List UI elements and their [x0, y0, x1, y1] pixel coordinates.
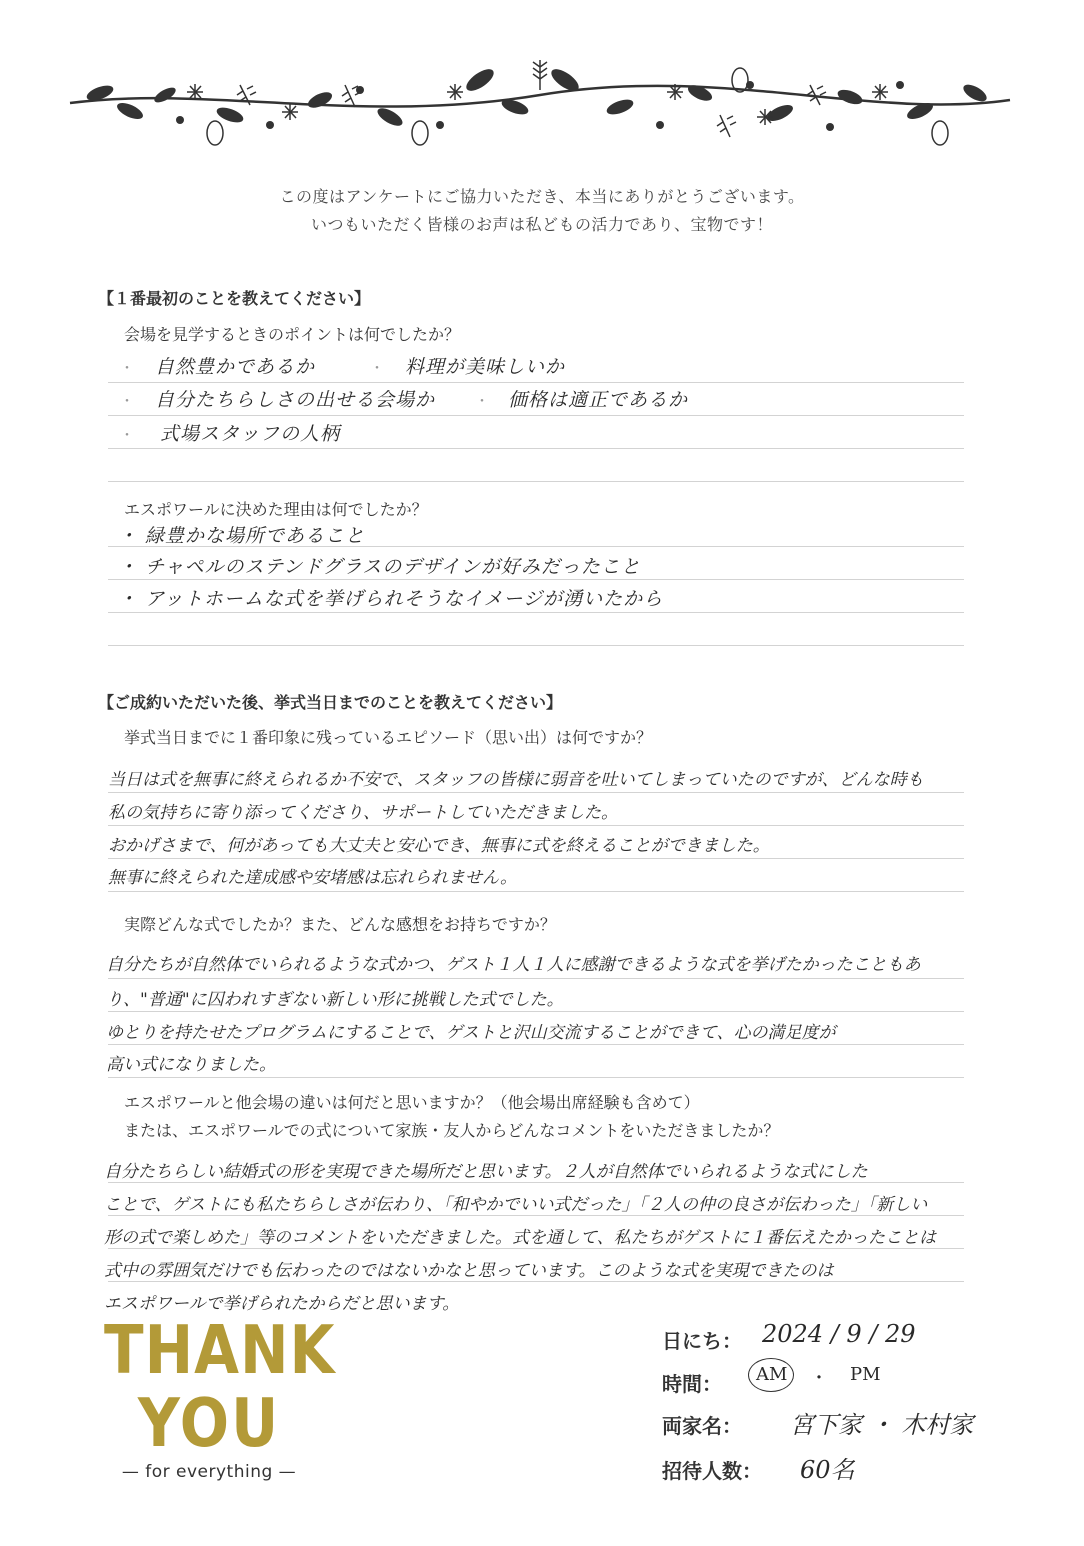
handwritten-answer: おかげさまで、何があっても大丈夫と安心でき、無事に式を終えることができました。: [108, 836, 770, 856]
family-names-value: 宮下家 ・ 木村家: [790, 1411, 974, 1439]
time-am: AM: [756, 1364, 788, 1385]
family-names-label: 両家名：: [662, 1414, 742, 1438]
handwritten-answer: 自然豊かであるか: [155, 356, 316, 378]
section-2-title: 【ご成約いただいた後、挙式当日までのことを教えてください】: [98, 693, 563, 712]
handwritten-answer: 高い式になりました。: [106, 1055, 276, 1075]
handwritten-answer: ことで、ゲストにも私たちらしさが伝わり、「和やかでいい式だった」「２人の仲の良さが伝わった」「新しい: [104, 1195, 928, 1215]
handwritten-answer: 式中の雰囲気だけでも伝わったのではないかなと思っています。このような式を実現できたのは: [104, 1261, 834, 1281]
answer-rule: [108, 1011, 964, 1012]
section-2-question-3-alt: または、エスポワールでの式について家族・友人からどんなコメントをいただきましたか？: [124, 1121, 780, 1140]
answer-rule: [108, 1044, 964, 1045]
answer-rule: [108, 1182, 964, 1183]
time-label: 時間：: [662, 1372, 722, 1396]
answer-rule: [108, 1281, 964, 1282]
handwritten-answer: 自分たちらしい結婚式の形を実現できた場所だと思います。２人が自然体でいられるような式にした: [104, 1162, 868, 1182]
you-word: YOU: [137, 1383, 281, 1463]
answer-rule: [108, 1077, 964, 1078]
section-2-question-2: 実際どんな式でしたか？また、どんな感想をお持ちですか？: [124, 915, 556, 934]
date-value: 2024 / 9 / 29: [762, 1320, 916, 1348]
thank-word: THANK: [104, 1310, 336, 1390]
bullet: ・: [120, 428, 134, 444]
handwritten-answer: 私の気持ちに寄り添ってくださり、サポートしていただきました。: [108, 803, 618, 823]
answer-rule: [108, 382, 964, 383]
date-label: 日にち：: [662, 1329, 742, 1353]
answer-rule: [108, 978, 964, 979]
thank-you-logo: [104, 1310, 336, 1482]
handwritten-answer: 当日は式を無事に終えられるか不安で、スタッフの皆様に弱音を吐いてしまっていたのですが、どんな時も: [108, 770, 924, 790]
handwritten-answer: 無事に終えられた達成感や安堵感は忘れられません。: [108, 868, 518, 888]
handwritten-answer: 料理が美味しいか: [405, 356, 566, 378]
handwritten-answer: 自分たちらしさの出せる会場か: [155, 389, 436, 411]
handwritten-answer: ・ アットホームな式を挙げられそうなイメージが湧いたから: [118, 588, 664, 610]
answer-rule: [108, 481, 964, 482]
intro-line-1: この度はアンケートにご協力いただき、本当にありがとうございます。: [279, 187, 805, 206]
answer-rule: [108, 858, 964, 859]
handwritten-answer: 式場スタッフの人柄: [160, 423, 341, 445]
bullet: ・: [370, 361, 384, 377]
handwritten-answer: ・ チャペルのステンドグラスのデザインが好みだったこと: [118, 556, 641, 578]
handwritten-answer: ゆとりを持たせたプログラムにすることで、ゲストと沢山交流することができて、心の満足度が: [106, 1023, 836, 1043]
handwritten-answer: 形の式で楽しめた」等のコメントをいただきました。式を通して、私たちがゲストに１番伝えたかったことは: [104, 1228, 936, 1248]
handwritten-answer: り、"普通"に囚われすぎない新しい形に挑戦した式でした。: [106, 990, 564, 1010]
answer-rule: [108, 579, 964, 580]
answer-rule: [108, 792, 964, 793]
intro-line-2: いつもいただく皆様のお声は私どもの活力であり、宝物です！: [310, 215, 773, 234]
handwritten-answer: 自分たちが自然体でいられるような式かつ、ゲスト１人１人に感謝できるような式を挙げたかったこともあ: [106, 955, 921, 975]
bullet: ・: [120, 394, 134, 410]
answer-rule: [108, 415, 964, 416]
time-separator: ・: [810, 1368, 828, 1389]
bullet: ・: [120, 361, 134, 377]
botanical-wreath-illustration: [60, 45, 1020, 160]
answer-rule: [108, 448, 964, 449]
handwritten-answer: 価格は適正であるか: [508, 389, 689, 411]
handwritten-answer: エスポワールで挙げられたからだと思います。: [104, 1294, 460, 1314]
handwritten-answer: ・ 緑豊かな場所であること: [118, 525, 366, 547]
answer-rule: [108, 891, 964, 892]
section-1-question-2: エスポワールに決めた理由は何でしたか？: [124, 500, 428, 519]
answer-rule: [108, 1248, 964, 1249]
answer-rule: [108, 1215, 964, 1216]
section-1-question-1: 会場を見学するときのポイントは何でしたか？: [124, 325, 461, 344]
section-2-question-3: エスポワールと他会場の違いは何だと思いますか？（他会場出席経験も含めて）: [124, 1093, 700, 1112]
bullet: ・: [475, 394, 489, 410]
time-pm: PM: [850, 1364, 881, 1385]
for-everything-text: — for everything —: [121, 1462, 297, 1482]
guest-count-value: 60名: [800, 1456, 855, 1484]
answer-rule: [108, 612, 964, 613]
answer-rule: [108, 645, 964, 646]
answer-rule: [108, 825, 964, 826]
section-2-question-1: 挙式当日までに１番印象に残っているエピソード（思い出）は何ですか？: [124, 728, 653, 747]
guest-count-label: 招待人数：: [662, 1459, 762, 1483]
section-1-title: 【１番最初のことを教えてください】: [98, 289, 371, 308]
